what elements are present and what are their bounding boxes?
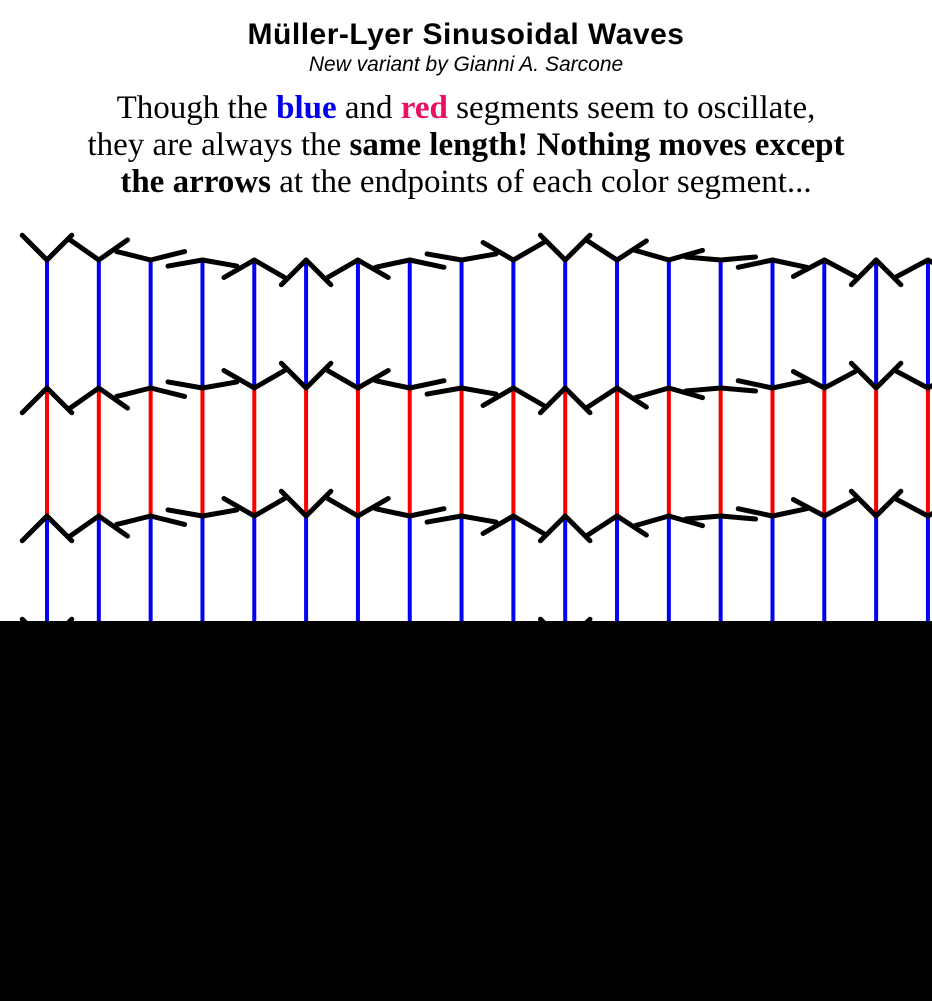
arrow-fin xyxy=(427,516,461,522)
arrow-fin xyxy=(721,388,756,391)
arrow-fin xyxy=(513,388,543,406)
wave-column xyxy=(483,243,544,645)
page-subtitle: New variant by Gianni A. Sarcone xyxy=(308,53,624,76)
wave-column xyxy=(281,260,330,669)
arrow-fin xyxy=(851,363,876,388)
wave-column xyxy=(117,252,185,644)
wave-column xyxy=(168,260,237,650)
arrow-fin xyxy=(540,516,565,541)
arrow-fin xyxy=(669,388,703,398)
wave-column xyxy=(224,260,285,662)
arrow-fin xyxy=(151,388,185,396)
bold-text-run: Nothing moves except xyxy=(536,127,845,163)
arrow-fin xyxy=(254,499,284,517)
arrow-fin xyxy=(635,516,669,526)
arrow-fin xyxy=(281,363,306,388)
arrow-fin xyxy=(70,240,99,260)
arrow-fin xyxy=(70,516,99,536)
arrow-fin xyxy=(540,235,565,260)
arrow-fin xyxy=(376,509,410,516)
arrow-fin xyxy=(483,243,513,261)
arrow-fin xyxy=(721,257,756,260)
arrow-fin xyxy=(513,243,543,261)
text-run: and xyxy=(336,90,401,126)
description-text xyxy=(0,90,932,201)
arrow-fin xyxy=(281,491,306,516)
arrow-fin xyxy=(328,371,358,389)
arrow-fin xyxy=(410,381,444,388)
arrow-fin xyxy=(462,516,496,522)
arrow-fin xyxy=(410,260,444,267)
arrow-fin xyxy=(22,516,47,541)
wave-column xyxy=(635,250,702,644)
arrow-fin xyxy=(793,500,824,516)
arrow-fin xyxy=(47,235,72,260)
arrow-fin xyxy=(358,260,388,278)
arrow-fin xyxy=(254,371,284,389)
arrow-fin xyxy=(897,260,928,276)
arrow-fin xyxy=(876,363,901,388)
arrow-fin xyxy=(686,516,721,519)
arrow-fin xyxy=(851,491,876,516)
arrow-fin xyxy=(224,499,254,517)
arrow-fin xyxy=(851,260,876,285)
bold-text-run: the arrows xyxy=(120,164,271,200)
arrow-fin xyxy=(376,260,410,267)
arrow-fin xyxy=(306,363,331,388)
arrow-fin xyxy=(376,381,410,388)
arrow-fin xyxy=(793,372,824,388)
arrow-fin xyxy=(202,510,236,516)
arrow-fin xyxy=(876,260,901,285)
arrow-fin xyxy=(328,499,358,517)
wave-column xyxy=(686,257,756,644)
arrow-fin xyxy=(617,388,646,407)
arrow-fin xyxy=(565,235,590,260)
arrow-fin xyxy=(168,382,202,388)
bold-text-run: same length! xyxy=(349,127,529,163)
arrow-fin xyxy=(897,500,928,516)
text-run: at the endpoints of each color segment... xyxy=(270,164,812,200)
arrow-fin xyxy=(224,260,254,278)
arrow-fin xyxy=(635,250,669,260)
arrow-fin xyxy=(669,516,703,526)
red-word: red xyxy=(400,90,448,126)
arrow-fin xyxy=(513,516,543,534)
arrow-fin xyxy=(224,371,254,389)
arrow-fin xyxy=(928,372,932,388)
arrow-fin xyxy=(483,516,513,534)
arrow-fin xyxy=(897,372,928,388)
arrow-fin xyxy=(427,254,461,260)
arrow-fin xyxy=(738,509,772,516)
arrow-fin xyxy=(358,371,388,389)
arrow-fin xyxy=(168,260,202,266)
arrow-fin xyxy=(772,381,806,388)
arrow-fin xyxy=(462,254,496,260)
wave-column xyxy=(328,260,389,662)
arrow-fin xyxy=(151,252,185,260)
description-line xyxy=(0,90,932,127)
arrow-fin xyxy=(328,260,358,278)
arrow-fin xyxy=(635,388,669,398)
arrow-fin xyxy=(565,388,590,413)
description-line xyxy=(0,164,932,201)
arrow-fin xyxy=(22,388,47,413)
arrow-fin xyxy=(202,382,236,388)
arrow-fin xyxy=(588,516,617,535)
arrow-fin xyxy=(70,388,99,408)
wave-column xyxy=(851,260,900,669)
arrow-fin xyxy=(738,260,772,267)
arrow-fin xyxy=(427,388,461,394)
arrow-fin xyxy=(565,516,590,541)
arrow-fin xyxy=(99,388,128,408)
arrow-fin xyxy=(483,388,513,406)
arrow-fin xyxy=(686,388,721,391)
text-run xyxy=(528,127,536,163)
arrow-fin xyxy=(738,381,772,388)
arrow-fin xyxy=(462,388,496,394)
arrow-fin xyxy=(47,516,72,541)
arrow-fin xyxy=(772,260,806,267)
arrow-fin xyxy=(99,516,128,536)
wave-column xyxy=(427,254,496,644)
arrow-fin xyxy=(617,516,646,535)
wave-column xyxy=(897,260,932,660)
arrow-fin xyxy=(47,388,72,413)
wave-column xyxy=(376,260,444,651)
arrow-fin xyxy=(281,260,306,285)
arrow-fin xyxy=(617,241,646,260)
arrow-fin xyxy=(99,240,128,260)
arrow-fin xyxy=(540,388,565,413)
description-line xyxy=(0,127,932,164)
wave-column xyxy=(22,235,71,644)
arrow-fin xyxy=(202,260,236,266)
arrow-fin xyxy=(117,388,151,396)
arrow-fin xyxy=(669,250,703,260)
black-panel xyxy=(0,621,932,1001)
arrow-fin xyxy=(772,509,806,516)
arrow-fin xyxy=(824,260,855,276)
arrow-fin xyxy=(824,500,855,516)
arrow-fin xyxy=(928,500,932,516)
arrow-fin xyxy=(793,260,824,276)
arrow-fin xyxy=(410,509,444,516)
arrow-fin xyxy=(588,388,617,407)
arrow-fin xyxy=(588,241,617,260)
arrow-fin xyxy=(306,491,331,516)
arrow-fin xyxy=(928,260,932,276)
blue-word: blue xyxy=(276,90,337,126)
wave-column xyxy=(588,241,647,644)
wave-column xyxy=(70,240,127,644)
arrow-fin xyxy=(358,499,388,517)
arrow-fin xyxy=(117,516,151,524)
arrow-fin xyxy=(22,235,47,260)
arrow-fin xyxy=(824,372,855,388)
arrow-fin xyxy=(151,516,185,524)
arrow-fin xyxy=(721,516,756,519)
arrow-fin xyxy=(306,260,331,285)
arrow-fin xyxy=(117,252,151,260)
text-run: they are always the xyxy=(87,127,350,163)
text-run: segments seem to oscillate, xyxy=(447,90,816,126)
arrow-fin xyxy=(254,260,284,278)
wave-column xyxy=(793,260,855,660)
wave-column xyxy=(738,260,806,651)
arrow-fin xyxy=(168,510,202,516)
arrow-fin xyxy=(876,491,901,516)
wave-column xyxy=(540,235,589,644)
arrow-fin xyxy=(686,257,721,260)
text-run: Though the xyxy=(116,90,277,126)
page-title: Müller-Lyer Sinusoidal Waves xyxy=(247,18,685,51)
